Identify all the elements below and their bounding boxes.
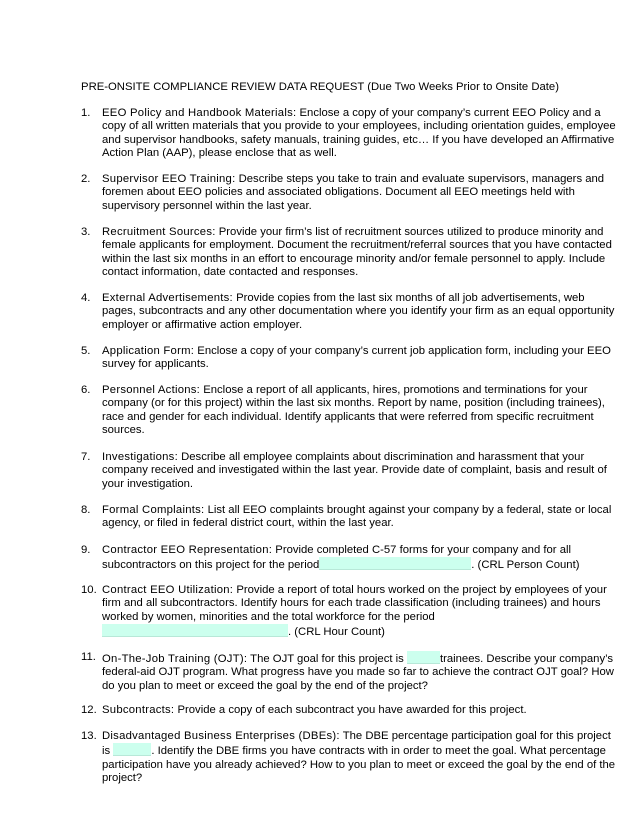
item-text: Provide copies from the last six months of all job advertisements, web pages, subcontracts and any other documentation where you identify your firm as an equal opportunity employer or affirmative action employer. xyxy=(102,292,615,331)
item-number: 5. xyxy=(81,345,91,357)
list-item xyxy=(81,651,619,704)
ojt-goal-field[interactable] xyxy=(407,651,440,664)
list-item xyxy=(81,384,619,451)
item-number: 1. xyxy=(81,107,91,119)
item-number: 12. xyxy=(81,704,97,716)
item-number: 7. xyxy=(81,451,91,463)
list-item xyxy=(81,451,619,504)
item-heading: Disadvantaged Business Enterprises (DBEs): xyxy=(102,730,340,742)
list-item xyxy=(81,173,619,226)
item-text: The DBE percentage participation goal for this project is xyxy=(102,730,611,758)
page-title: PRE-ONSITE COMPLIANCE REVIEW DATA REQUEST (Due Two Weeks Prior to Onsite Date) xyxy=(81,81,559,93)
item-heading: Recruitment Sources: xyxy=(102,226,216,238)
item-number: 10. xyxy=(81,584,97,596)
item-number: 13. xyxy=(81,730,97,742)
item-number: 9. xyxy=(81,544,91,556)
list-item xyxy=(81,730,619,786)
item-text-after: . Identify the DBE firms you have contracts with in order to meet the goal. What percentage participation have you already achieved? How to you plan to meet or exceed the goal by the end of the project? xyxy=(102,745,616,785)
item-number: 2. xyxy=(81,173,91,185)
item-text-after: . (CRL Hour Count) xyxy=(288,626,385,639)
list-item xyxy=(81,584,619,651)
item-text: Describe steps you take to train and evaluate supervisors, managers and foremen about EEO policies and associated obligations. Document all EEO meetings held with supervisory personnel within the last year. xyxy=(102,173,605,212)
item-text-after: trainees. Describe your company’s federal-aid OJT program. What progress have you made so far to achieve the contract OJT goal? How do you plan to meet or exceed the goal by the end of the project? xyxy=(102,653,614,692)
item-heading: Supervisor EEO Training: xyxy=(102,173,236,185)
list-item xyxy=(81,292,619,345)
period-field[interactable] xyxy=(102,624,288,637)
item-text: Describe all employee complaints about discrimination and harassment that your company received and investigated within the last year. Provide date of complaint, basis and result of your investigation. xyxy=(102,451,607,490)
item-text: Provide a copy of each subcontract you have awarded for this project. xyxy=(174,704,527,716)
period-field[interactable] xyxy=(319,557,471,570)
item-number: 3. xyxy=(81,226,91,238)
item-text: Provide a report of total hours worked on the project by employees of your firm and all subcontractors. Identify hours for each trade classification (including trainees) and hours worked by women, minorities and the total workforce for the period xyxy=(102,584,607,623)
dbe-goal-field[interactable] xyxy=(113,743,151,756)
item-heading: EEO Policy and Handbook Materials: xyxy=(102,107,297,119)
item-number: 4. xyxy=(81,292,91,304)
list-item xyxy=(81,544,619,584)
item-text: List all EEO complaints brought against your company by a federal, state or local agency, or filed in federal district court, within the last year. xyxy=(102,504,612,530)
item-heading: Investigations: xyxy=(102,451,178,463)
item-text: Enclose a copy of your company’s current EEO Policy and a copy of all written materials that you provide to your employees, including orientation guides, employee and supervisor handbooks, safety manuals, training guides, etc… If you have developed an Affirmative Action Plan (AAP), please enclose that as well. xyxy=(102,107,616,160)
list-item xyxy=(81,504,619,544)
item-text: Enclose a copy of your company’s current job application form, including your EEO survey for applicants. xyxy=(102,345,611,371)
list-item xyxy=(81,226,619,292)
item-heading: Subcontracts: xyxy=(102,704,175,716)
item-heading: Contractor EEO Representation: xyxy=(102,544,273,556)
list-item xyxy=(81,704,619,730)
item-heading: External Advertisements: xyxy=(102,292,233,304)
item-text: The OJT goal for this project is xyxy=(247,653,407,665)
item-heading: Application Form: xyxy=(102,345,195,357)
item-heading: Formal Complaints: xyxy=(102,504,205,516)
list-item xyxy=(81,345,619,384)
item-heading: Contract EEO Utilization: xyxy=(102,584,234,596)
item-text-after: . (CRL Person Count) xyxy=(471,559,580,572)
request-list xyxy=(81,107,619,786)
item-number: 6. xyxy=(81,384,91,396)
item-text: Provide completed C-57 forms for your company and for all subcontractors on this project for the period xyxy=(102,544,572,572)
list-item xyxy=(81,107,619,173)
item-text: Provide your firm’s list of recruitment sources utilized to produce minority and female applicants for employment. Document the recruitment/referral sources that you have contacted within the last six months in an effort to encourage minority and/or female personnel to apply. Include contact information, date contacted and responses. xyxy=(102,226,612,279)
item-heading: Personnel Actions: xyxy=(102,384,201,396)
item-heading: On-The-Job Training (OJT): xyxy=(102,653,248,665)
item-text: Enclose a report of all applicants, hires, promotions and terminations for your company (or for this project) within the last six months. Report by name, position (including trainees), race and gender for each individual. Identify applicants that were referred from specific recruitment sources. xyxy=(102,384,605,437)
item-number: 11. xyxy=(81,651,96,663)
item-number: 8. xyxy=(81,504,91,516)
